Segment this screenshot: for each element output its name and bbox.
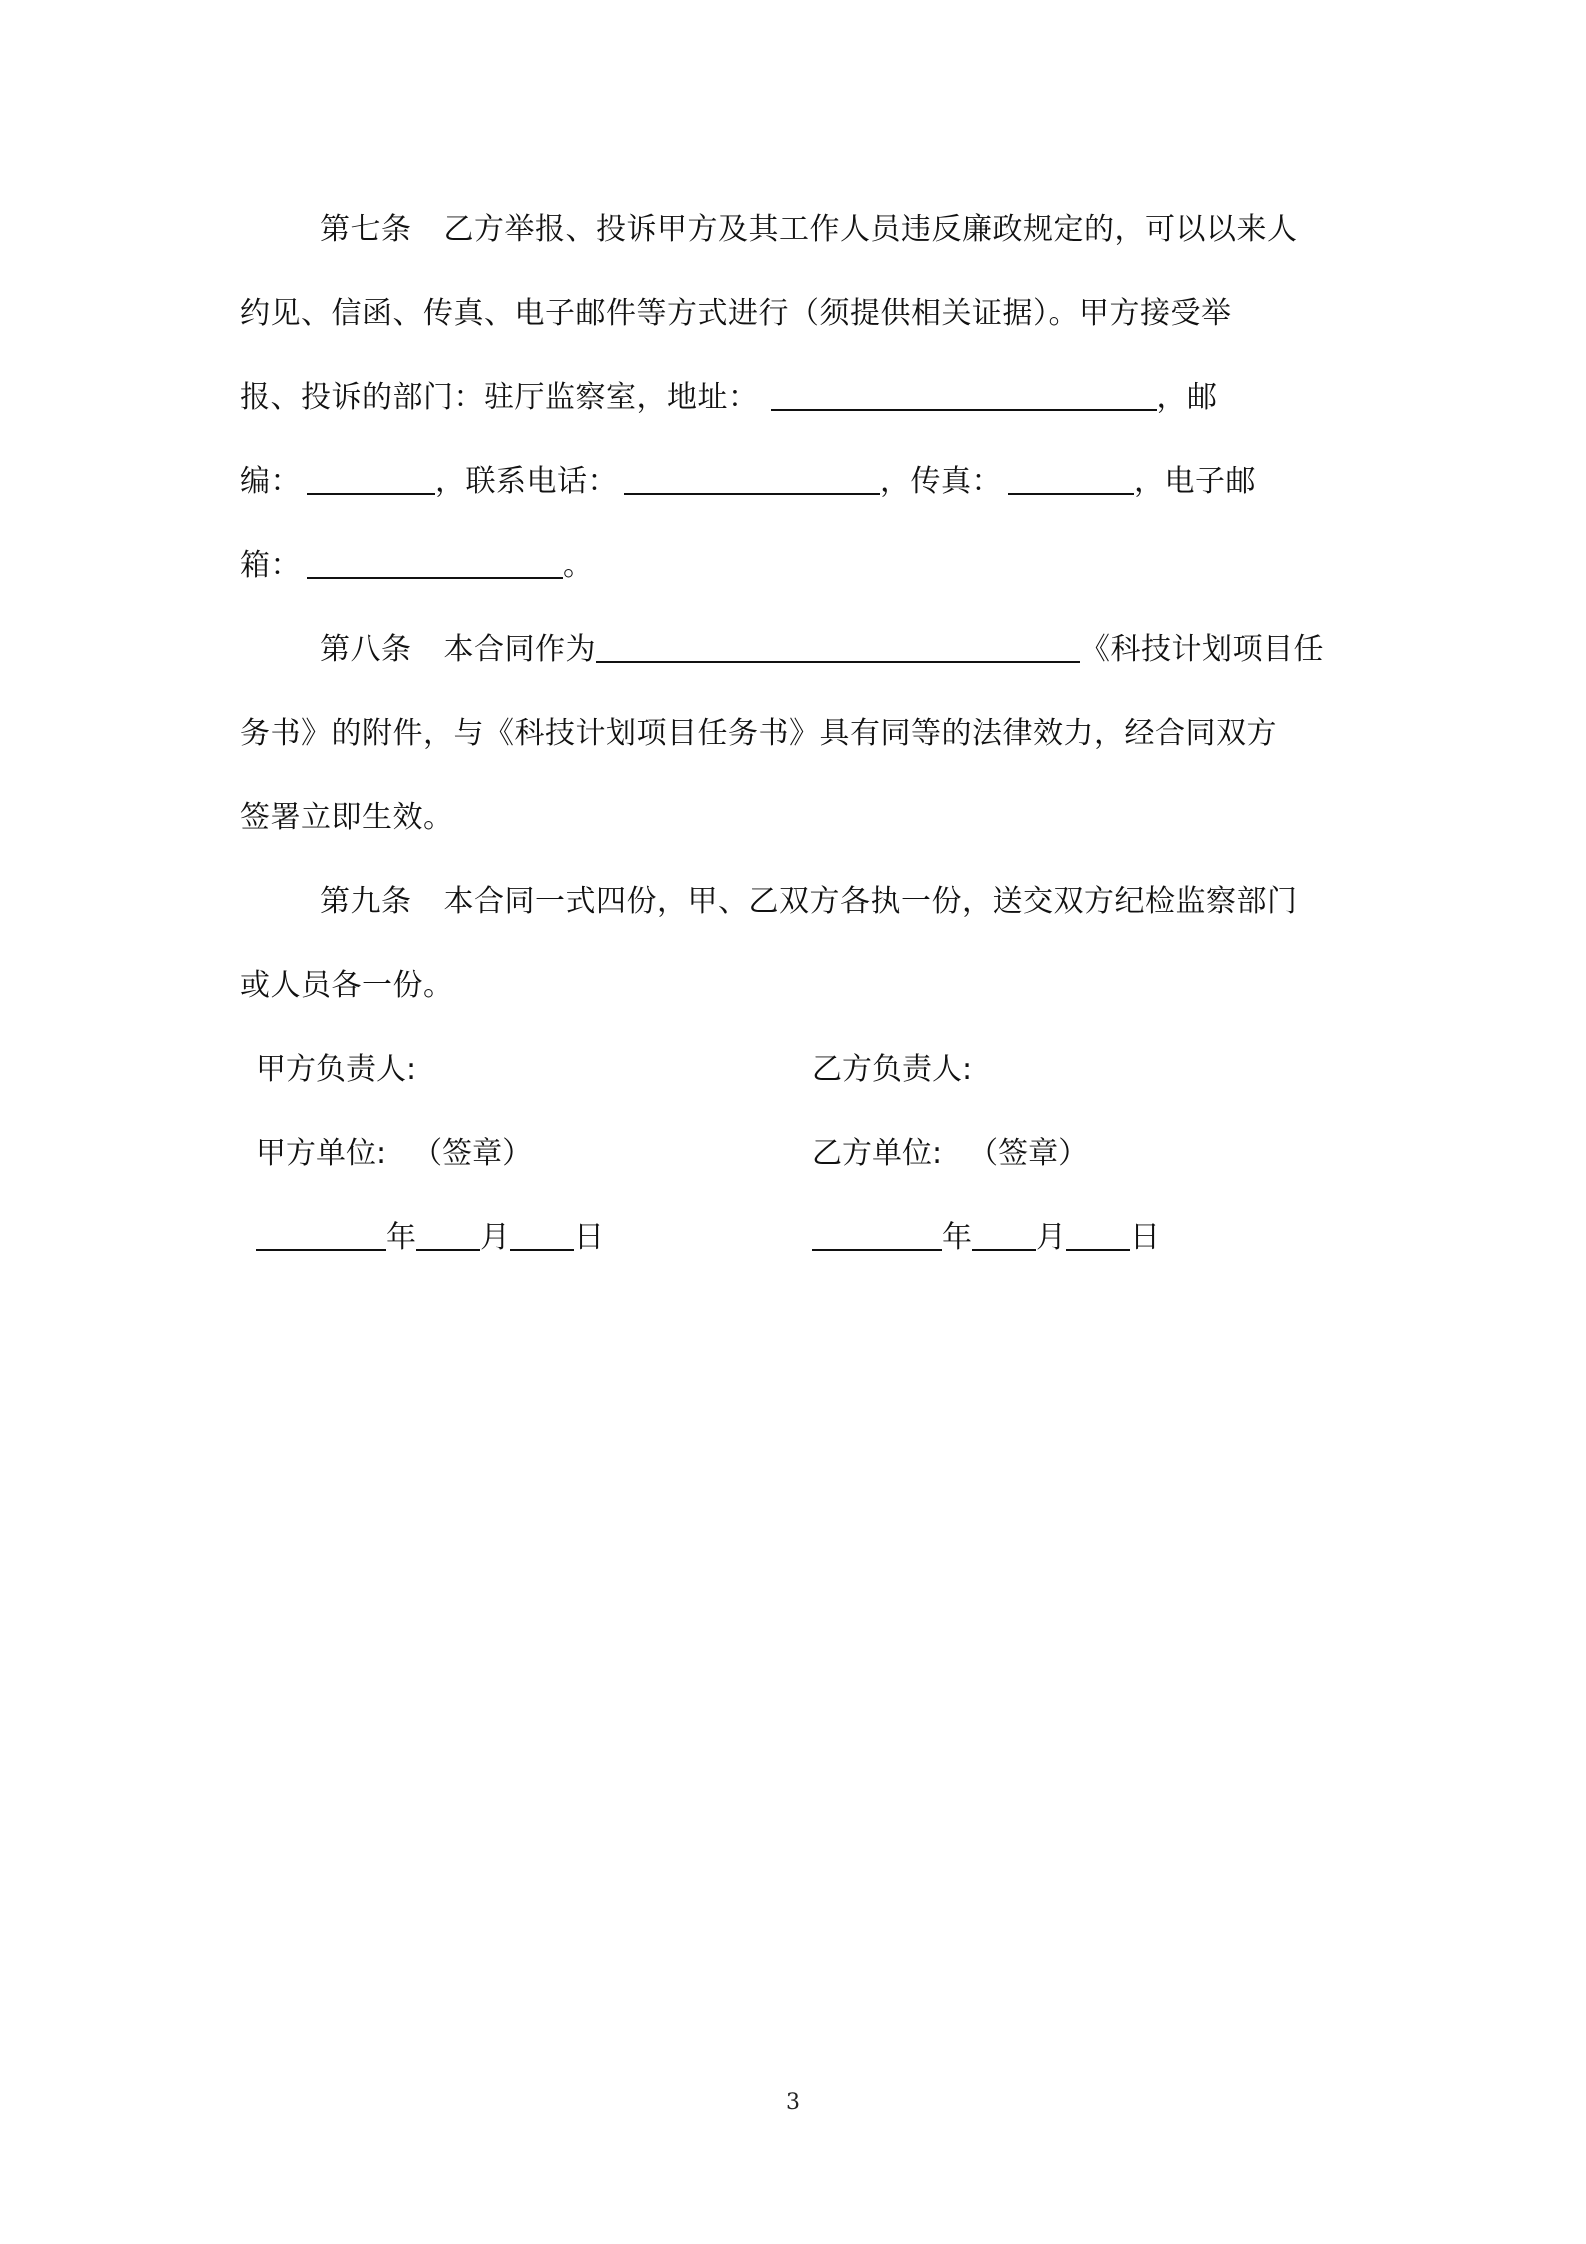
article-8-line-3: 签署立即生效。 — [240, 800, 454, 835]
fax-blank[interactable] — [1008, 463, 1134, 495]
party-b-person-label: 乙方负责人: — [812, 1052, 973, 1087]
phone-blank[interactable] — [624, 463, 880, 495]
article-7-line-2: 约见、信函、传真、电子邮件等方式进行（须提供相关证据）。甲方接受举 — [240, 296, 1232, 331]
contract-name-blank[interactable] — [596, 631, 1080, 663]
party-b-month-blank[interactable] — [972, 1219, 1036, 1251]
party-a-day-blank[interactable] — [510, 1219, 574, 1251]
article-7-line-3: 报、投诉的部门：驻厅监察室，地址： ，邮 — [240, 380, 1218, 415]
party-b-year-blank[interactable] — [812, 1219, 942, 1251]
party-b-date-row: 年 月 日 — [812, 1218, 1160, 1258]
article-7-line-4: 编： ，联系电话： ，传真： ，电子邮 — [240, 464, 1256, 499]
party-a-person-label: 甲方负责人: — [256, 1052, 417, 1087]
party-a-date-row: 年 月 日 — [256, 1218, 604, 1258]
address-blank[interactable] — [771, 379, 1157, 411]
article-9-heading: 第九条 — [320, 884, 412, 919]
article-7-line-1: 第七条 乙方举报、投诉甲方及其工作人员违反廉政规定的，可以以来人 — [320, 212, 1298, 247]
article-9-line-2: 或人员各一份。 — [240, 968, 454, 1003]
party-a-month-blank[interactable] — [416, 1219, 480, 1251]
party-b-seal: （签章） — [968, 1136, 1089, 1171]
article-8-line-1: 第八条 本合同作为 《科技计划项目任 — [320, 632, 1324, 667]
article-8-line-2: 务书》的附件，与《科技计划项目任务书》具有同等的法律效力，经合同双方 — [240, 716, 1277, 751]
article-7-heading: 第七条 — [320, 212, 412, 247]
party-a-seal: （签章） — [412, 1136, 533, 1171]
page-number: 3 — [786, 2090, 800, 2115]
party-a-unit-row: 甲方单位: （签章） — [256, 1136, 533, 1171]
article-8-heading: 第八条 — [320, 632, 412, 667]
party-b-day-blank[interactable] — [1066, 1219, 1130, 1251]
party-b-unit-row: 乙方单位: （签章） — [812, 1136, 1089, 1171]
email-blank[interactable] — [307, 547, 563, 579]
article-9-line-1: 第九条 本合同一式四份，甲、乙双方各执一份，送交双方纪检监察部门 — [320, 884, 1298, 919]
article-7-line-5: 箱： 。 — [240, 548, 594, 583]
party-a-year-blank[interactable] — [256, 1219, 386, 1251]
postcode-blank[interactable] — [307, 463, 435, 495]
